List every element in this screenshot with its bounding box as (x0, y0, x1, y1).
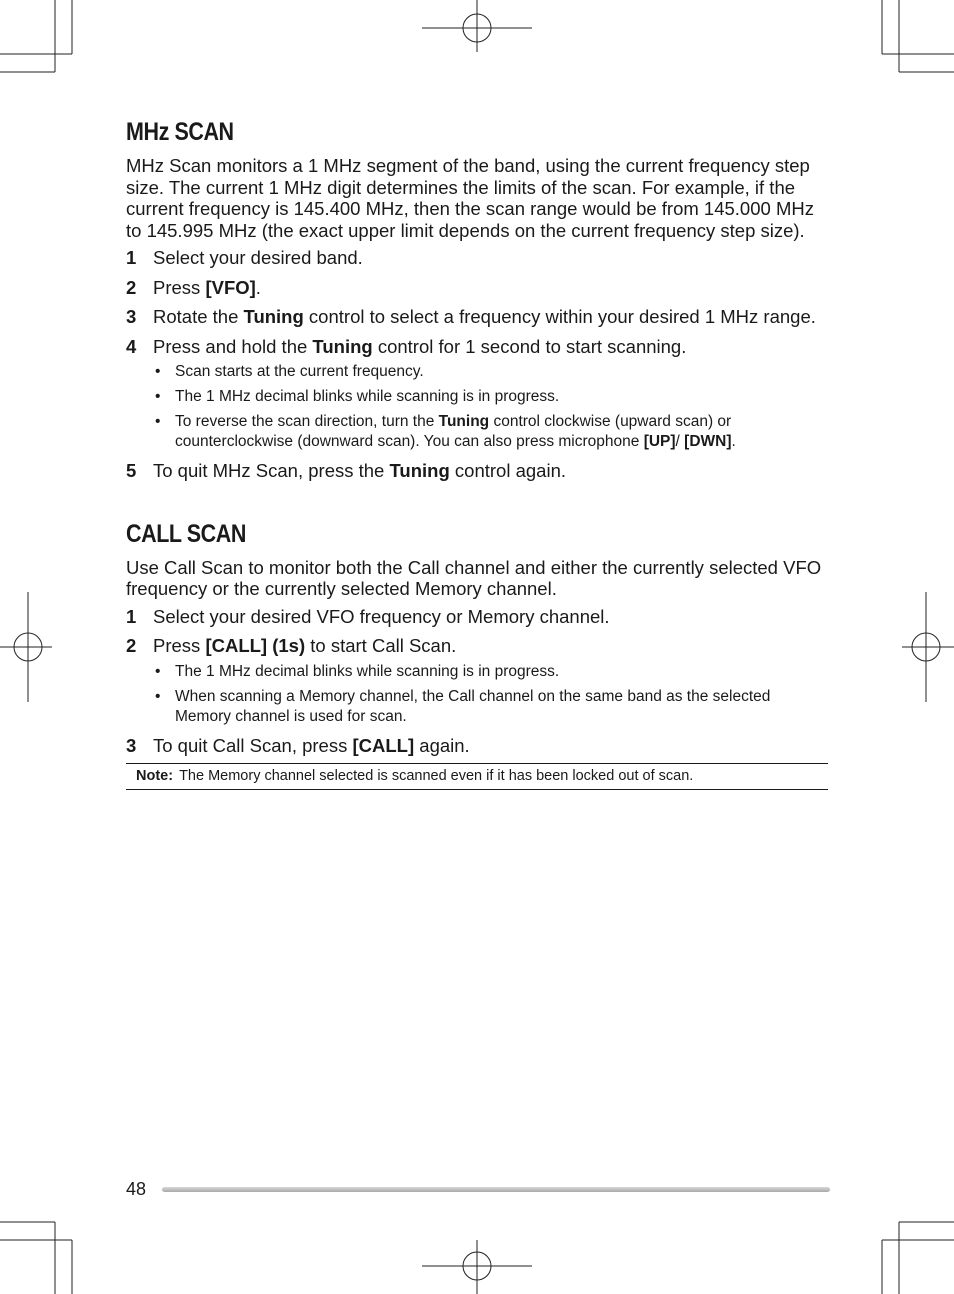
text-run: / (675, 433, 685, 450)
step-item (126, 336, 828, 453)
control-name: Tuning (438, 413, 490, 430)
text-run: control for 1 second to start scanning. (372, 335, 687, 357)
step-number: 5 (126, 460, 137, 481)
text-run: control again. (449, 460, 566, 481)
text-run: Rotate the (153, 306, 244, 327)
step-item (126, 606, 828, 628)
step-number: 4 (126, 335, 137, 357)
footer-rule (162, 1187, 830, 1192)
step-number: 2 (126, 635, 137, 656)
bullet-icon: • (155, 388, 161, 405)
bullet-icon: • (155, 363, 161, 380)
text-run: The 1 MHz decimal blinks while scanning is in progress. (175, 388, 560, 405)
text-run: . (255, 276, 261, 298)
step-text (153, 606, 610, 627)
sub-item (153, 687, 828, 727)
step-number: 1 (126, 247, 137, 268)
bullet-icon: • (155, 687, 161, 705)
step-text (153, 306, 816, 327)
step-text (153, 247, 363, 268)
control-name: [CALL] (1s) (205, 635, 306, 656)
step-number: 3 (126, 734, 137, 756)
note-label: Note: (136, 768, 174, 784)
text-run: Press (153, 276, 206, 298)
step-list (126, 247, 828, 482)
step-item (126, 635, 828, 727)
text-run: Scan starts at the current frequency. (175, 363, 424, 380)
text-run: To reverse the scan direction, turn the (175, 413, 439, 430)
page-content (126, 118, 828, 790)
control-name: [CALL] (352, 734, 415, 756)
text-run: Press (153, 635, 206, 656)
text-run: control to select a frequency within your desired 1 MHz range. (303, 306, 816, 327)
step-number: 2 (126, 276, 137, 298)
bullet-icon: • (155, 662, 161, 680)
step-text (153, 277, 261, 298)
step-item (126, 735, 828, 757)
step-item (126, 247, 828, 269)
step-item (126, 460, 828, 482)
bullet-icon: • (155, 413, 161, 430)
sub-list (153, 362, 828, 452)
section-title: MHz SCAN (126, 118, 234, 146)
page-number: 48 (126, 1179, 147, 1199)
section-title: CALL SCAN (126, 519, 246, 548)
text-run: . (731, 433, 736, 450)
sub-item (153, 362, 828, 382)
control-name: [VFO] (205, 276, 256, 298)
control-name: Tuning (389, 460, 450, 481)
sub-item (153, 387, 828, 407)
text-run: To quit MHz Scan, press the (153, 460, 390, 481)
section-intro: MHz Scan monitors a 1 MHz segment of the band, using the current frequency step size. The current 1 MHz digit determines the limits of the scan. For example, if the current frequency is 145.400 MHz, then the scan range would be from 145.000 MHz to 145.995 MHz (the exact upper limit depends on the current frequency step size). (126, 155, 814, 241)
step-text (153, 336, 686, 357)
control-name: [UP] (643, 433, 676, 450)
sub-list (153, 662, 828, 727)
control-name: Tuning (312, 335, 373, 357)
text-run: The 1 MHz decimal blinks while scanning is in progress. (175, 662, 560, 680)
page-footer (126, 1179, 830, 1201)
control-name: Tuning (243, 306, 304, 327)
step-list (126, 606, 828, 757)
section-intro: Use Call Scan to monitor both the Call channel and either the currently selected VFO frequency or the currently selected Memory channel. (126, 556, 822, 599)
step-item (126, 277, 828, 299)
text-run: to start Call Scan. (305, 635, 457, 656)
step-number: 1 (126, 605, 137, 627)
text-run: Select your desired band. (153, 247, 363, 268)
text-run: To quit Call Scan, press (153, 734, 353, 756)
text-run: control clockwise (upward scan) or counterclockwise (downward scan). You can also press microphone (175, 413, 732, 450)
step-item (126, 306, 828, 328)
text-run: Press and hold the (153, 335, 313, 357)
text-run: When scanning a Memory channel, the Call channel on the same band as the selected Memory channel is used for scan. (175, 687, 771, 725)
control-name: [DWN] (684, 433, 732, 450)
text-run: Select your desired VFO frequency or Memory channel. (153, 605, 610, 627)
step-text (153, 735, 470, 756)
sub-item (153, 412, 828, 452)
step-number: 3 (126, 306, 137, 327)
note-box (126, 763, 828, 790)
section-call-scan (126, 520, 828, 757)
note-text: The Memory channel selected is scanned even if it has been locked out of scan. (179, 768, 694, 784)
section-mhz-scan (126, 118, 828, 482)
step-text (153, 635, 456, 656)
sub-item (153, 662, 828, 682)
text-run: again. (414, 734, 470, 756)
step-text (153, 460, 566, 481)
